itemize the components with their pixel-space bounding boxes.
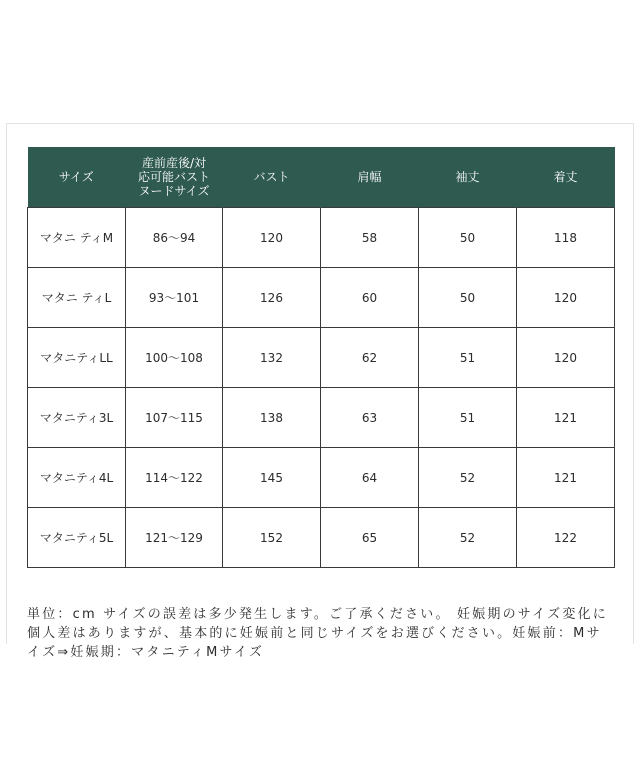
- cell-sleeve: 51: [419, 388, 517, 448]
- header-size: サイズ: [28, 147, 126, 208]
- table-row: [28, 508, 615, 568]
- cell-fit-bust: 107〜115: [126, 388, 223, 448]
- cell-size: マタニティ4L: [28, 448, 126, 508]
- cell-shoulder: 63: [321, 388, 419, 448]
- cell-length: 120: [517, 268, 615, 328]
- cell-bust: 152: [223, 508, 321, 568]
- cell-bust: 126: [223, 268, 321, 328]
- header-shoulder: 肩幅: [321, 147, 419, 208]
- cell-length: 121: [517, 448, 615, 508]
- size-note: 単位：cm サイズの誤差は多少発生します。ご了承ください。 妊娠期のサイズ変化に個人差はありますが、基本的に妊娠前と同じサイズをお選びください。妊娠前：Mサイズ⇒妊娠期：マタニティMサイズ: [27, 607, 608, 660]
- size-chart-body: [28, 208, 615, 568]
- table-row: [28, 268, 615, 328]
- table-row: [28, 328, 615, 388]
- cell-sleeve: 52: [419, 448, 517, 508]
- cell-sleeve: 51: [419, 328, 517, 388]
- cell-length: 118: [517, 208, 615, 268]
- cell-fit-bust: 114〜122: [126, 448, 223, 508]
- cell-length: 121: [517, 388, 615, 448]
- header-row: [28, 147, 615, 208]
- cell-sleeve: 50: [419, 208, 517, 268]
- cell-size: マタニ ティM: [28, 208, 126, 268]
- cell-shoulder: 64: [321, 448, 419, 508]
- cell-length: 120: [517, 328, 615, 388]
- cell-fit-bust: 93〜101: [126, 268, 223, 328]
- cell-sleeve: 52: [419, 508, 517, 568]
- cell-shoulder: 62: [321, 328, 419, 388]
- cell-size: マタニ ティL: [28, 268, 126, 328]
- header-fit-bust: [126, 147, 223, 208]
- table-row: [28, 448, 615, 508]
- header-length: 着丈: [517, 147, 615, 208]
- cell-shoulder: 60: [321, 268, 419, 328]
- header-fit-bust-label: 産前産後/対 応可能バスト ヌードサイズ: [137, 156, 210, 198]
- cell-shoulder: 58: [321, 208, 419, 268]
- header-bust: バスト: [223, 147, 321, 208]
- header-sleeve: 袖丈: [419, 147, 517, 208]
- cell-fit-bust: 86〜94: [126, 208, 223, 268]
- table-row: [28, 388, 615, 448]
- cell-fit-bust: 121〜129: [126, 508, 223, 568]
- cell-size: マタニティ5L: [28, 508, 126, 568]
- cell-shoulder: 65: [321, 508, 419, 568]
- cell-bust: 138: [223, 388, 321, 448]
- cell-sleeve: 50: [419, 268, 517, 328]
- size-chart-table: [27, 147, 615, 568]
- cell-size: マタニティ3L: [28, 388, 126, 448]
- cell-bust: 120: [223, 208, 321, 268]
- cell-length: 122: [517, 508, 615, 568]
- size-chart-header: [28, 147, 615, 208]
- cell-size: マタニティLL: [28, 328, 126, 388]
- cell-fit-bust: 100〜108: [126, 328, 223, 388]
- cell-bust: 132: [223, 328, 321, 388]
- table-row: [28, 208, 615, 268]
- cell-bust: 145: [223, 448, 321, 508]
